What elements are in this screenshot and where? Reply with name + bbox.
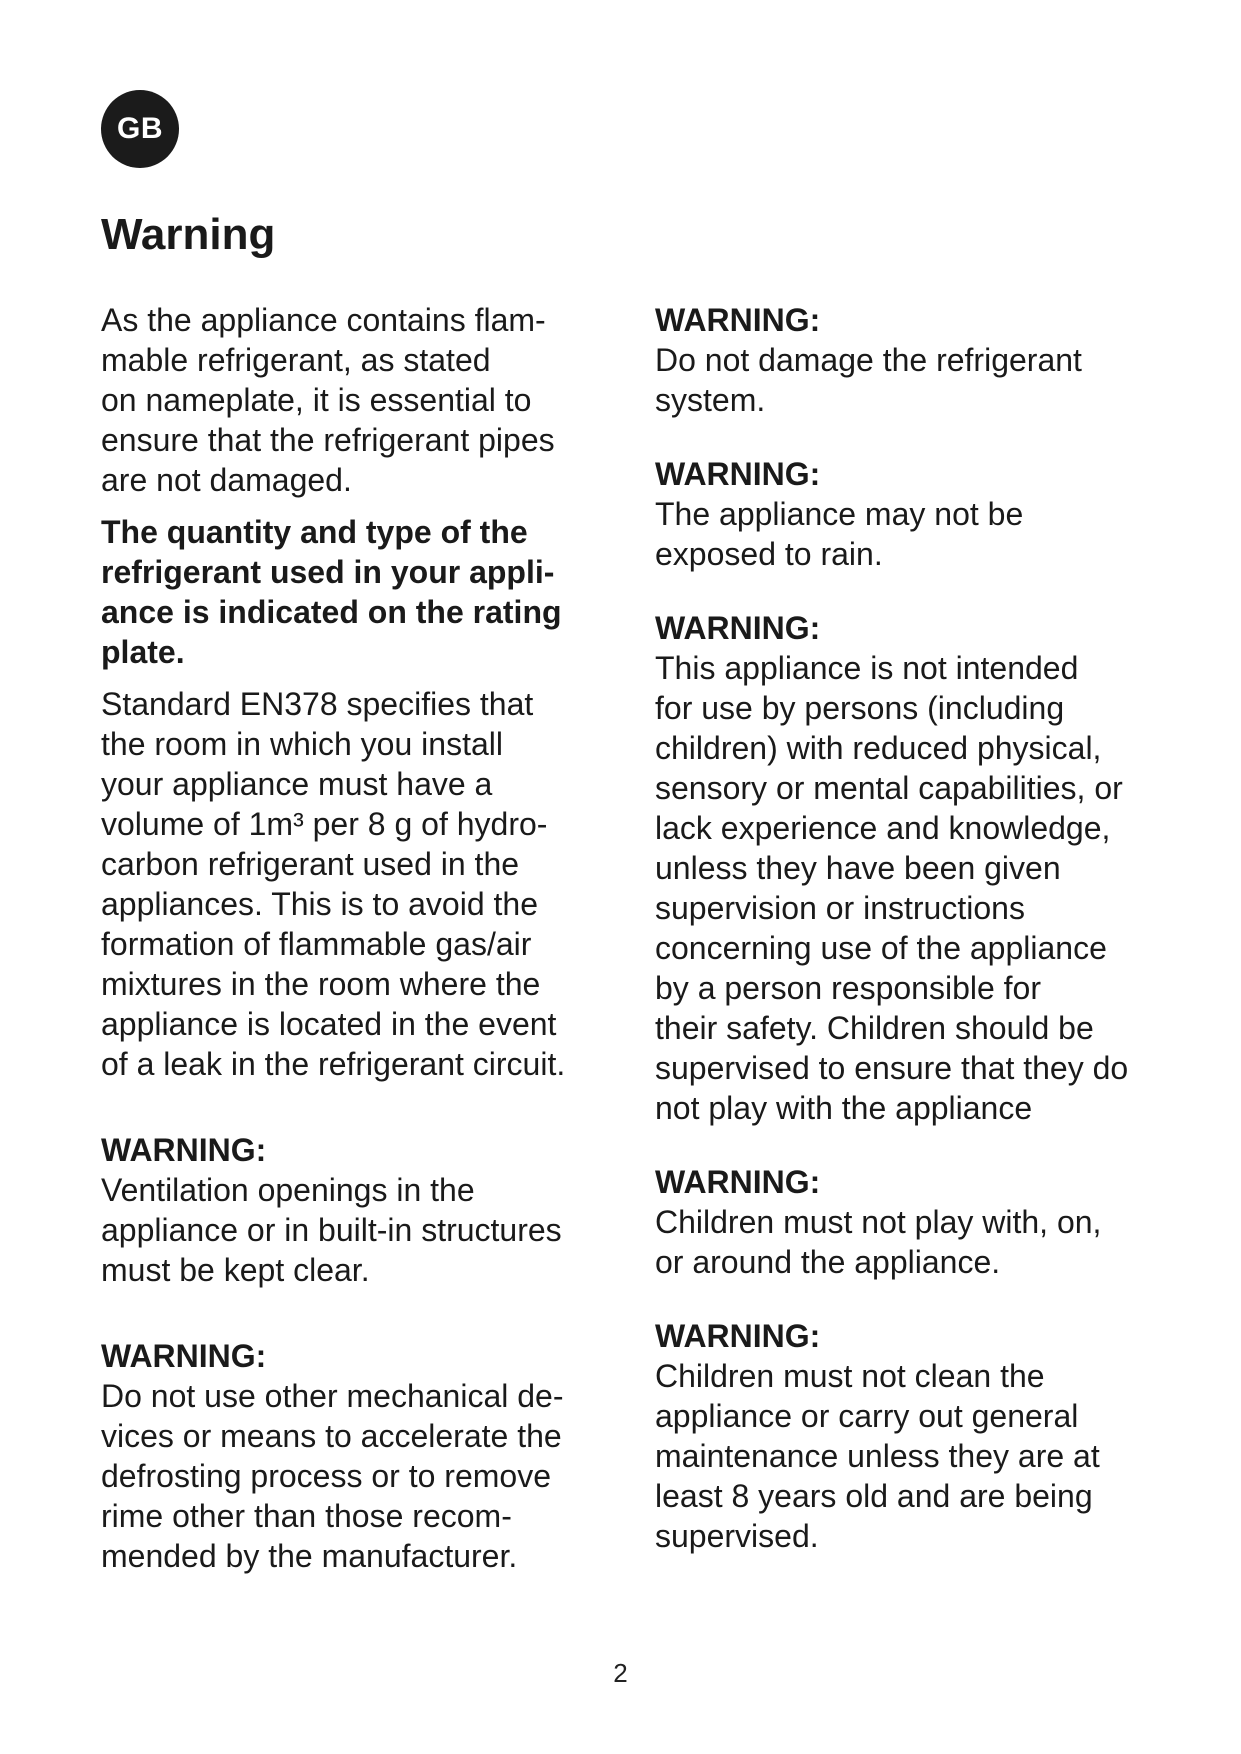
text-line: concerning use of the appliance — [655, 930, 1107, 966]
text-line: maintenance unless they are at — [655, 1438, 1100, 1474]
text-line: Do not use other mechanical de- — [101, 1378, 564, 1414]
warning-block — [101, 1336, 601, 1576]
left-column — [101, 300, 601, 1576]
text-line: children) with reduced physical, — [655, 730, 1102, 766]
text-line: or around the appliance. — [655, 1244, 1001, 1280]
warning-heading: WARNING: — [655, 302, 821, 338]
text-line: unless they have been given — [655, 850, 1061, 886]
text-line: for use by persons (including — [655, 690, 1065, 726]
text-line: your appliance must have a — [101, 766, 493, 802]
text-line: This appliance is not intended — [655, 650, 1079, 686]
right-column — [655, 300, 1175, 1556]
warning-block — [655, 1316, 1175, 1556]
text-line: As the appliance contains flam- — [101, 302, 546, 338]
text-line: formation of flammable gas/air — [101, 926, 532, 962]
warning-block — [101, 1130, 601, 1290]
text-line: supervision or instructions — [655, 890, 1025, 926]
text-line: least 8 years old and are being — [655, 1478, 1093, 1514]
text-line: exposed to rain. — [655, 536, 883, 572]
text-line: must be kept clear. — [101, 1252, 370, 1288]
text-line: of a leak in the refrigerant circuit. — [101, 1046, 566, 1082]
text-line: The appliance may not be — [655, 496, 1024, 532]
text-line: on nameplate, it is essential to — [101, 382, 532, 418]
warning-heading: WARNING: — [655, 1318, 821, 1354]
text-line: mixtures in the room where the — [101, 966, 541, 1002]
text-line: ensure that the refrigerant pipes — [101, 422, 555, 458]
text-line: Children must not play with, on, — [655, 1204, 1102, 1240]
warning-block — [655, 608, 1175, 1128]
warning-block — [655, 300, 1175, 420]
text-line: Standard EN378 specifies that — [101, 686, 534, 722]
text-line: appliance is located in the event — [101, 1006, 557, 1042]
text-line: Ventilation openings in the — [101, 1172, 475, 1208]
warning-block — [655, 454, 1175, 574]
text-line: defrosting process or to remove — [101, 1458, 551, 1494]
refrigerant-notice — [101, 512, 601, 672]
text-line: ance is indicated on the rating — [101, 594, 562, 630]
text-line: sensory or mental capabilities, or — [655, 770, 1123, 806]
text-line: appliance or in built-in structures — [101, 1212, 562, 1248]
page-number: 2 — [613, 1658, 628, 1688]
text-line: Do not damage the refrigerant — [655, 342, 1082, 378]
text-line: the room in which you install — [101, 726, 503, 762]
text-line: appliances. This is to avoid the — [101, 886, 538, 922]
language-badge-label: GB — [117, 112, 163, 145]
text-line: by a person responsible for — [655, 970, 1041, 1006]
text-line: rime other than those recom- — [101, 1498, 512, 1534]
text-line: appliance or carry out general — [655, 1398, 1079, 1434]
warning-heading: WARNING: — [655, 610, 821, 646]
text-line: lack experience and knowledge, — [655, 810, 1111, 846]
warning-heading: WARNING: — [655, 456, 821, 492]
text-line: refrigerant used in your appli- — [101, 554, 555, 590]
language-badge — [101, 90, 179, 168]
text-line: mable refrigerant, as stated — [101, 342, 491, 378]
text-line: supervised. — [655, 1518, 819, 1554]
text-line: not play with the appliance — [655, 1090, 1033, 1126]
text-line: their safety. Children should be — [655, 1010, 1094, 1046]
page-title: Warning — [101, 210, 276, 259]
text-line: The quantity and type of the — [101, 514, 528, 550]
standard-paragraph — [101, 684, 601, 1084]
warning-heading: WARNING: — [101, 1132, 267, 1168]
warning-block — [655, 1162, 1175, 1282]
intro-paragraph — [101, 300, 601, 500]
text-line: Children must not clean the — [655, 1358, 1045, 1394]
text-line: system. — [655, 382, 766, 418]
text-line: carbon refrigerant used in the — [101, 846, 520, 882]
warning-heading: WARNING: — [101, 1338, 267, 1374]
text-line: mended by the manufacturer. — [101, 1538, 518, 1574]
text-line: vices or means to accelerate the — [101, 1418, 562, 1454]
text-line: plate. — [101, 634, 185, 670]
text-line: volume of 1m³ per 8 g of hydro- — [101, 806, 548, 842]
text-line: are not damaged. — [101, 462, 352, 498]
text-line: supervised to ensure that they do — [655, 1050, 1129, 1086]
warning-heading: WARNING: — [655, 1164, 821, 1200]
